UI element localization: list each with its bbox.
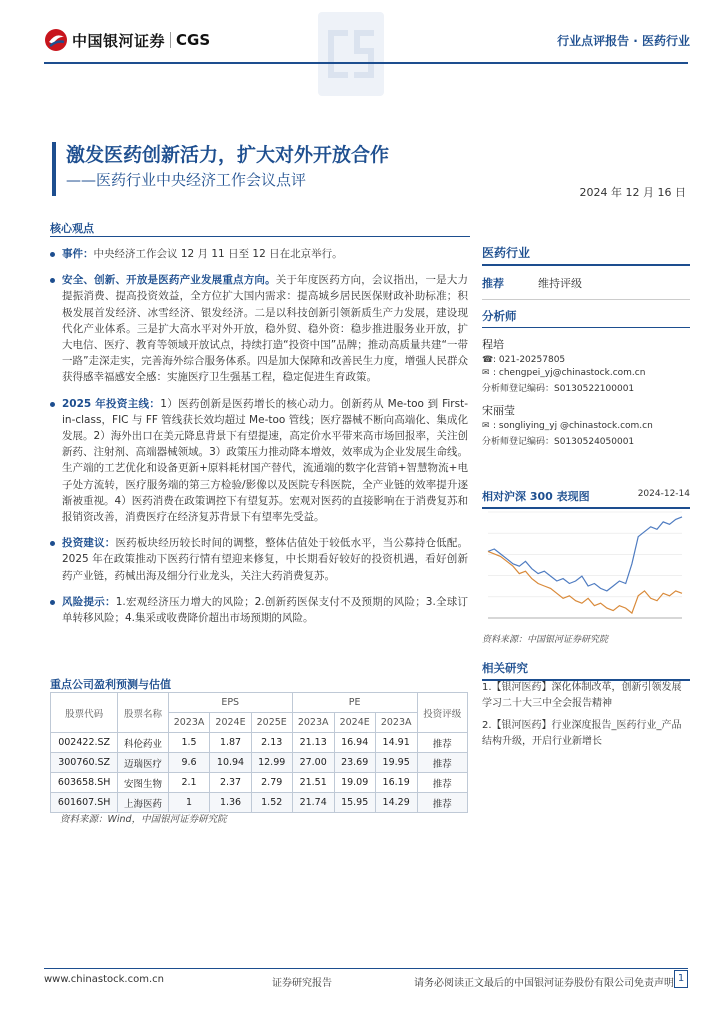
cell-code: 601607.SH	[51, 793, 118, 813]
header-divider	[44, 62, 688, 64]
rating-row	[482, 275, 690, 300]
related-research-heading: 相关研究	[482, 660, 690, 681]
col-header-year: 2024E	[210, 713, 251, 733]
chart-series-line-2	[488, 551, 682, 613]
cell-pe: 21.51	[292, 773, 334, 793]
related-research-item[interactable]: 1.【银河医药】深化体制改革，创新引领发展 学习二十大三中全会报告精神	[482, 682, 682, 709]
core-views-heading: 核心观点	[50, 222, 94, 235]
list-item	[50, 272, 468, 385]
bullet-text: 1）医药创新是医药增长的核心动力。创新药从 Me-too 到 First-in-class，FIC 与 FF 管线获长效均超过 Me-too 管线；医疗器械不断向高端化、集成化发展。2）海外出口在美元降息背景下有望提速，高定价水平带来高市场回报率，关注创新药、注射剂、高端器械领域。3）政策压力推动降本增效，效率成为企业发展生命线。生产端的工艺优化和设备更新+原料耗材国产替代，流通端的数字化营销+智慧物流+电子处方流转，医疗服务端的第三方检验/影像以及医院专科医院，全产业链的效率提升逐渐被重视。4）医药消费在政策调控下有望复苏。宏观对医药的直接影响在于消费复苏和报销资改善，消费医疗在经济复苏背景下有望率先受益。	[62, 397, 468, 524]
col-header-pe: PE	[292, 693, 417, 713]
cell-pe: 16.94	[334, 733, 375, 753]
footer-disclaimer: 请务必阅读正文最后的中国银河证券股份有限公司免责声明	[414, 978, 674, 989]
cell-pe: 21.74	[292, 793, 334, 813]
analyst-card	[482, 402, 690, 447]
cgs-logo-icon	[44, 28, 68, 52]
cell-eps: 2.1	[168, 773, 210, 793]
analyst-cert-row	[482, 381, 690, 394]
chart-series-line-1	[488, 517, 682, 591]
col-header-eps: EPS	[168, 693, 292, 713]
analyst-cert: 分析师登记编码：S0130522100001	[482, 384, 635, 394]
page-subtitle: ——医药行业中央经济工作会议点评	[66, 171, 307, 189]
chart-source: 资料来源：中国银河证券研究院	[482, 635, 609, 645]
col-header-rating: 投资评级	[417, 693, 467, 733]
cell-rating: 推荐	[417, 793, 467, 813]
table-row	[51, 793, 468, 813]
logo	[44, 28, 210, 52]
report-type-label: 行业点评报告 · 医药行业	[557, 34, 690, 48]
cgs-watermark-icon	[316, 10, 386, 98]
cell-eps: 10.94	[210, 753, 251, 773]
cell-pe: 23.69	[334, 753, 375, 773]
footer-website[interactable]: www.chinastock.com.cn	[44, 974, 164, 985]
cell-pe: 14.29	[375, 793, 417, 813]
cell-eps: 1.5	[168, 733, 210, 753]
cell-eps: 1.52	[251, 793, 292, 813]
cell-pe: 27.00	[292, 753, 334, 773]
cell-code: 002422.SZ	[51, 733, 118, 753]
table-source: 资料来源：Wind，中国银河证券研究院	[60, 814, 227, 825]
table-title: 重点公司盈利预测与估值	[50, 678, 171, 691]
cell-eps: 2.37	[210, 773, 251, 793]
cell-pe: 14.91	[375, 733, 417, 753]
page-title: 激发医药创新活力，扩大对外开放合作	[66, 144, 390, 166]
analyst-email[interactable]: songliying_yj @chinastock.com.cn	[498, 421, 653, 431]
logo-text-cn: 中国银河证券	[72, 31, 166, 50]
related-research-list	[482, 680, 690, 756]
footer-label: 证券研究报告	[272, 978, 332, 989]
phone-icon: ☎	[482, 355, 494, 365]
analyst-email-row: ✉ : chengpei_yj@chinastock.com.cn	[482, 368, 646, 378]
logo-divider	[170, 32, 171, 48]
col-header-year: 2025E	[251, 713, 292, 733]
bullet-text: 医药板块经历较长时间的调整，整体估值处于较低水平，当公募持仓低配。2025 年在政策推动下医药行情有望迎来修复，中长期看好较好的投资机遇，看好创新药产业链，药械出海及细分行业龙头，关注大药消费复苏。	[62, 537, 469, 582]
cell-code: 300760.SZ	[51, 753, 118, 773]
page-header	[0, 0, 724, 80]
cell-eps: 1.87	[210, 733, 251, 753]
table-row	[51, 753, 468, 773]
cell-code: 603658.SH	[51, 773, 118, 793]
analyst-phone: 021-20257805	[498, 355, 566, 365]
analyst-phone-row: ☎ : 021-20257805	[482, 355, 566, 365]
performance-chart-title: 相对沪深 300 表现图	[482, 488, 690, 509]
cell-name: 迈瑞医疗	[118, 753, 168, 773]
col-header-name: 股票名称	[118, 693, 168, 733]
table-row	[51, 773, 468, 793]
cell-pe: 15.95	[334, 793, 375, 813]
cell-eps: 2.13	[251, 733, 292, 753]
performance-chart-date: 2024-12-14	[637, 489, 690, 499]
bullet-text: 中央经济工作会议 12 月 11 日至 12 日在北京举行。	[93, 248, 343, 260]
table-row	[51, 733, 468, 753]
col-header-year: 2023A	[292, 713, 334, 733]
title-block	[52, 142, 389, 196]
cell-pe: 19.95	[375, 753, 417, 773]
analyst-card	[482, 336, 690, 394]
cell-eps: 1	[168, 793, 210, 813]
rating-value: 维持评级	[538, 277, 582, 290]
col-header-code: 股票代码	[51, 693, 118, 733]
mail-icon: ✉	[482, 368, 490, 378]
cell-rating: 推荐	[417, 733, 467, 753]
report-date: 2024 年 12 月 16 日	[579, 186, 686, 199]
col-header-year: 2024E	[334, 713, 375, 733]
bullet-heading: 事件：	[62, 248, 94, 260]
col-header-year: 2023A	[168, 713, 210, 733]
core-views-list	[50, 246, 468, 636]
industry-heading: 医药行业	[482, 244, 690, 266]
col-header-year: 2023A	[375, 713, 417, 733]
list-item	[50, 396, 468, 526]
cell-name: 上海医药	[118, 793, 168, 813]
bullet-heading: 风险提示：	[62, 595, 116, 608]
cell-eps: 2.79	[251, 773, 292, 793]
footer-divider	[44, 968, 688, 969]
bullet-text: 关于年度医药方向，会议指出，一是大力提振消费、提高投资效益，全方位扩大国内需求：提高城乡居民医保财政补助标准；积极发展首发经济、冰雪经济、银发经济。二是以科技创新引领新质生产力发展，建设现代化产业体系。三是扩大高水平对外开放，稳外贸、稳外资：稳步推进服务业开放，扩大电信、医疗、教育等领域开放试点，持续打造“投资中国”品牌；推动高质量共建“一带一路”走深走实，完善海外综合服务体系。四是加大保障和改善民生力度，增强人民群众获得感幸福感安全感：实施医疗卫生强基工程，稳定促进生育政策。	[62, 274, 469, 384]
mail-icon: ✉	[482, 421, 490, 431]
analyst-heading: 分析师	[482, 308, 690, 328]
cell-name: 科伦药业	[118, 733, 168, 753]
bullet-heading: 投资建议：	[62, 537, 116, 550]
earnings-table	[50, 692, 468, 813]
related-research-item[interactable]: 2.【银河医药】行业深度报告_医药行业_产品结构升级，开启行业新增长	[482, 720, 682, 747]
cell-eps: 12.99	[251, 753, 292, 773]
logo-text-en: CGS	[176, 31, 211, 49]
analyst-email[interactable]: chengpei_yj@chinastock.com.cn	[498, 368, 646, 378]
list-item	[50, 246, 468, 262]
bullet-text: 1.宏观经济压力增大的风险；2.创新药医保支付不及预期的风险；3.全球订单转移风险；4.集采或收费降价超出市场预期的风险。	[62, 595, 469, 625]
analyst-cert: 分析师登记编码：S0130524050001	[482, 437, 635, 447]
cell-rating: 推荐	[417, 773, 467, 793]
analyst-email-row: ✉ : songliying_yj @chinastock.com.cn	[482, 421, 653, 431]
rating-label: 推荐	[482, 277, 504, 290]
bullet-heading: 安全、创新、开放是医药产业发展重点方向。	[62, 274, 276, 287]
performance-chart	[482, 506, 690, 626]
list-item	[50, 535, 468, 584]
list-item	[50, 594, 468, 626]
bullet-heading: 2025 年投资主线：	[62, 397, 161, 410]
cell-eps: 1.36	[210, 793, 251, 813]
sidebar	[482, 244, 690, 447]
cell-pe: 21.13	[292, 733, 334, 753]
analyst-name: 宋丽莹	[482, 404, 515, 417]
cell-pe: 16.19	[375, 773, 417, 793]
cell-eps: 9.6	[168, 753, 210, 773]
core-divider	[50, 236, 470, 237]
page-number: 1	[674, 970, 688, 988]
cell-rating: 推荐	[417, 753, 467, 773]
analyst-name: 程培	[482, 338, 504, 351]
cell-name: 安图生物	[118, 773, 168, 793]
cell-pe: 19.09	[334, 773, 375, 793]
analyst-cert-row	[482, 434, 690, 447]
